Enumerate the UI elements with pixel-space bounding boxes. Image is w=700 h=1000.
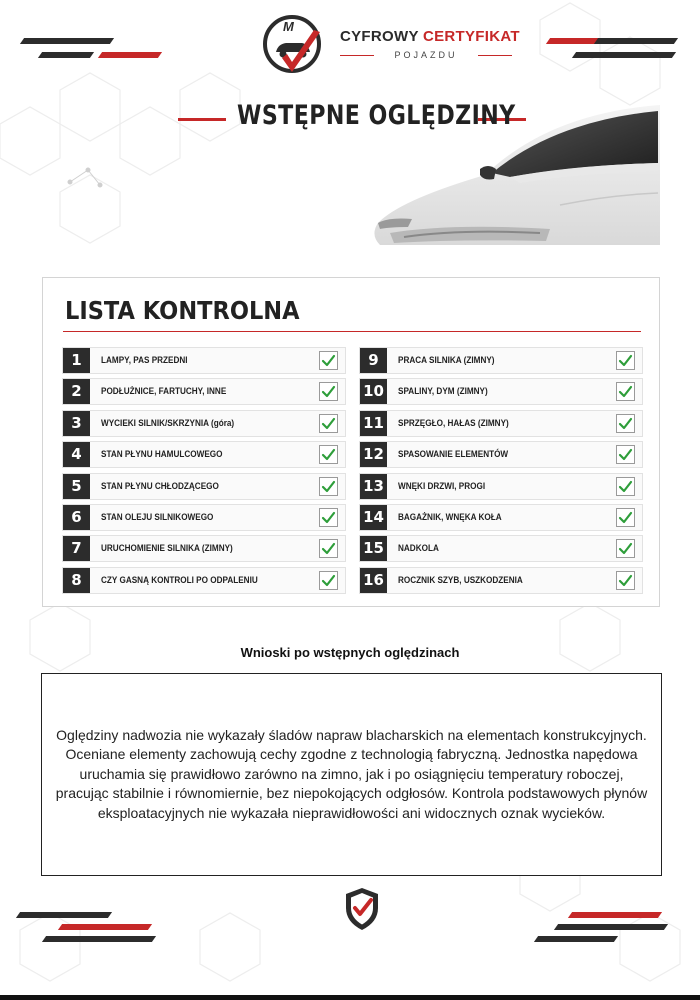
- checklist-item-label: PRACA SILNIKA (ZIMNY): [398, 355, 495, 366]
- checklist-item-label: WYCIEKI SILNIK/SKRZYNIA (góra): [101, 417, 235, 429]
- checklist-item-number: 13: [360, 474, 387, 499]
- checklist-item: [359, 410, 643, 437]
- checklist-title: LISTA KONTROLNA: [65, 296, 300, 325]
- checkmark-icon: [321, 573, 336, 588]
- checkbox-checked[interactable]: [616, 382, 635, 401]
- checkmark-icon: [618, 447, 633, 462]
- checklist-item: [62, 410, 346, 437]
- checkbox-checked[interactable]: [319, 445, 338, 464]
- checkbox-checked[interactable]: [319, 351, 338, 370]
- checkbox-checked[interactable]: [616, 539, 635, 558]
- checklist-item-label: WNĘKI DRZWI, PROGI: [398, 480, 486, 492]
- brand-title: [340, 28, 520, 45]
- header-stripe-left-dark2: [38, 52, 94, 58]
- checkbox-checked[interactable]: [616, 477, 635, 496]
- checkbox-checked[interactable]: [319, 508, 338, 527]
- checkmark-icon: [618, 541, 633, 556]
- checkmark-icon: [618, 384, 633, 399]
- checklist-item-number: 15: [360, 536, 387, 561]
- checklist-item-label: SPASOWANIE ELEMENTÓW: [398, 449, 509, 461]
- conclusions-heading: Wnioski po wstępnych oględzinach: [240, 645, 460, 660]
- title-line-left: [178, 118, 226, 121]
- checklist-panel: [42, 277, 660, 607]
- checkmark-icon: [618, 353, 633, 368]
- checkmark-icon: [321, 416, 336, 431]
- checklist-item: [359, 504, 643, 531]
- checklist-item-label: BAGAŻNIK, WNĘKA KOŁA: [398, 511, 502, 523]
- section-title: WSTĘPNE OGLĘDZINY: [237, 100, 516, 131]
- footer-bar: [0, 995, 700, 1000]
- checklist-item-label: CZY GASNĄ KONTROLI PO ODPALENIU: [101, 574, 258, 586]
- checklist-item: [359, 567, 643, 594]
- checklist-item-number: 9: [360, 348, 387, 373]
- checklist-item-label: URUCHOMIENIE SILNIKA (ZIMNY): [101, 543, 233, 555]
- checklist-item-number: 16: [360, 568, 387, 593]
- footer-stripe-right-dark2: [534, 936, 618, 942]
- checklist-column-right: [359, 347, 643, 598]
- checklist-item-number: 10: [360, 379, 387, 404]
- header-stripe-right-dark2: [572, 52, 676, 58]
- checklist-item-number: 6: [63, 505, 90, 530]
- checkmark-icon: [321, 447, 336, 462]
- checklist-item-label: STAN PŁYNU CHŁODZĄCEGO: [101, 480, 219, 492]
- checkbox-checked[interactable]: [319, 571, 338, 590]
- footer-stripe-right-dark: [554, 924, 668, 930]
- checkmark-icon: [321, 353, 336, 368]
- conclusions-box: [41, 673, 662, 876]
- checklist-item-label: STAN OLEJU SILNIKOWEGO: [101, 511, 214, 523]
- checklist-item-label: ROCZNIK SZYB, USZKODZENIA: [398, 574, 523, 586]
- footer-stripe-left-dark: [16, 912, 112, 918]
- footer-stripe-left-red: [58, 924, 152, 930]
- checklist-item: [62, 378, 346, 405]
- checklist-item: [62, 504, 346, 531]
- checkmark-icon: [618, 416, 633, 431]
- checklist-item: [359, 441, 643, 468]
- checklist-item: [62, 347, 346, 374]
- checkbox-checked[interactable]: [616, 571, 635, 590]
- checkmark-icon: [618, 479, 633, 494]
- checklist-item-number: 3: [63, 411, 90, 436]
- checkmark-icon: [321, 479, 336, 494]
- checklist-item-number: 14: [360, 505, 387, 530]
- footer-stripe-left-dark2: [42, 936, 156, 942]
- checkbox-checked[interactable]: [319, 539, 338, 558]
- checkbox-checked[interactable]: [616, 351, 635, 370]
- checkbox-checked[interactable]: [319, 414, 338, 433]
- checkmark-icon: [321, 510, 336, 525]
- brand-name: [340, 28, 520, 60]
- brand-logo-icon: [262, 14, 326, 78]
- conclusions-text: Oględziny nadwozia nie wykazały śladów napraw blacharskich na elementach konstrukcyjnych. Oceniane elementy zachowują cechy zgodne z technologią fabryczną. Jednostka napędowa uruchamia się prawidłowo zarówno na zimno, jak i po osiągnięciu temperatury roboczej, pracując stabilnie i równomiernie, bez niepokojących odgłosów. Kontrola podstawowych płynów eksploatacyjnych nie wykazała nieprawidłowości ani widocznych oznak wycieków.: [55, 726, 648, 821]
- checkbox-checked[interactable]: [616, 414, 635, 433]
- car-image: [360, 95, 660, 265]
- checklist-item-number: 2: [63, 379, 90, 404]
- logo-letter: M: [283, 19, 294, 34]
- checklist-item-number: 11: [360, 411, 387, 436]
- checkbox-checked[interactable]: [319, 382, 338, 401]
- page-header: [0, 0, 700, 85]
- shield-check-icon: [343, 886, 381, 932]
- checklist-item-number: 12: [360, 442, 387, 467]
- brand-word-2: CERTYFIKAT: [422, 28, 520, 45]
- checklist-item-label: NADKOLA: [398, 543, 439, 555]
- checklist-item-label: PODŁUŻNICE, FARTUCHY, INNE: [101, 386, 227, 398]
- checklist-item: [359, 347, 643, 374]
- brand-word-1: CYFROWY: [340, 28, 419, 45]
- checklist-item-number: 8: [63, 568, 90, 593]
- checklist-item-number: 5: [63, 474, 90, 499]
- header-stripe-left-dark: [20, 38, 114, 44]
- checkbox-checked[interactable]: [616, 508, 635, 527]
- checklist-item: [62, 473, 346, 500]
- checkmark-icon: [618, 573, 633, 588]
- header-stripe-right-dark: [594, 38, 678, 44]
- brand-subtitle: POJAZDU: [340, 50, 512, 60]
- checklist-item: [359, 473, 643, 500]
- checklist-item-label: SPRZĘGŁO, HAŁAS (ZIMNY): [398, 417, 509, 429]
- checklist-item: [359, 535, 643, 562]
- footer-stripe-right-red: [568, 912, 662, 918]
- checkbox-checked[interactable]: [319, 477, 338, 496]
- checkbox-checked[interactable]: [616, 445, 635, 464]
- checkmark-icon: [618, 510, 633, 525]
- checklist-item-number: 4: [63, 442, 90, 467]
- header-stripe-left-red: [98, 52, 162, 58]
- checklist-item: [62, 535, 346, 562]
- checklist-item-label: SPALINY, DYM (ZIMNY): [398, 386, 488, 398]
- checklist-item-number: 7: [63, 536, 90, 561]
- checklist-divider: [63, 331, 641, 332]
- checklist-item-label: LAMPY, PAS PRZEDNI: [101, 355, 188, 366]
- checkmark-icon: [321, 384, 336, 399]
- checklist-item: [62, 441, 346, 468]
- checkmark-icon: [321, 541, 336, 556]
- checklist-item: [359, 378, 643, 405]
- checklist-column-left: [62, 347, 346, 598]
- checklist-item-label: STAN PŁYNU HAMULCOWEGO: [101, 449, 223, 461]
- checklist-item: [62, 567, 346, 594]
- checklist-item-number: 1: [63, 348, 90, 373]
